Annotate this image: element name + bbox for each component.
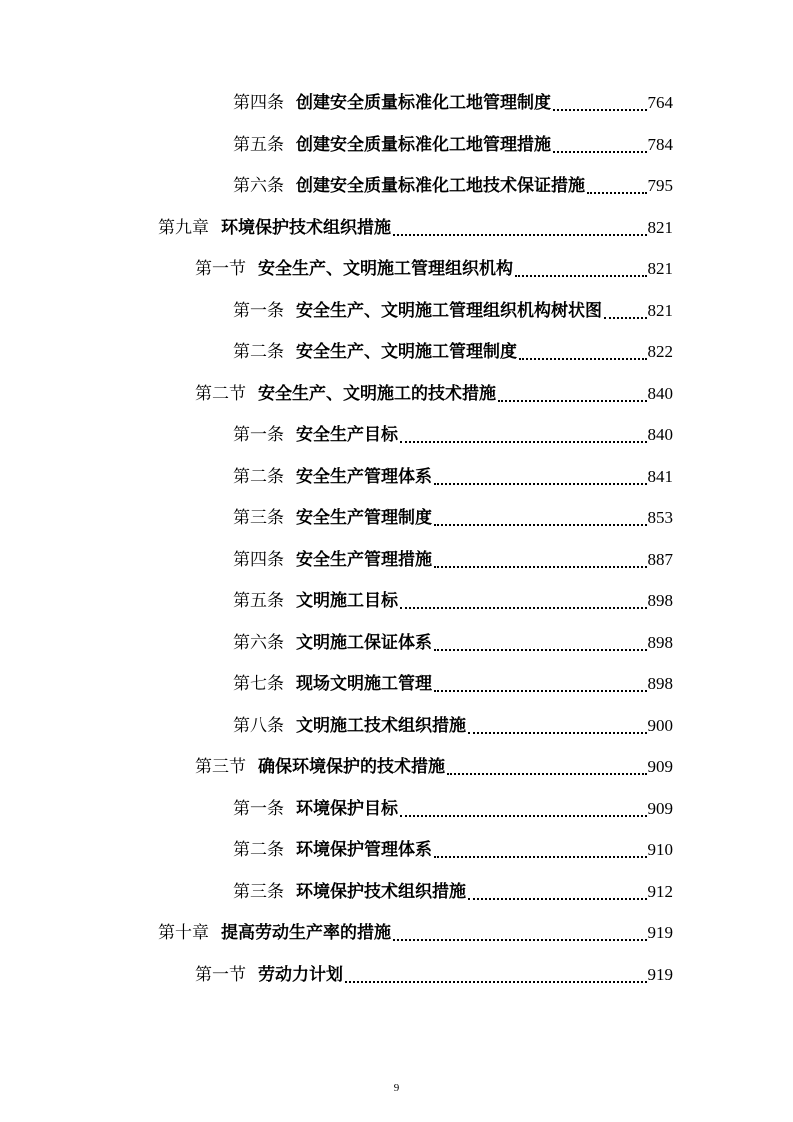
toc-entry[interactable] <box>233 586 673 616</box>
dot-leader <box>468 732 647 734</box>
toc-entry[interactable] <box>233 171 673 201</box>
toc-entry[interactable] <box>195 379 673 409</box>
toc-entry[interactable] <box>233 337 673 367</box>
toc-entry-page: 821 <box>647 259 673 278</box>
toc-entry[interactable] <box>233 130 673 160</box>
dot-leader <box>434 690 647 692</box>
toc-entry-label: 第十章 <box>158 923 209 943</box>
toc-entry-label: 第三节 <box>195 757 246 777</box>
toc-entry-label: 第三条 <box>233 881 284 902</box>
toc-entry-title: 确保环境保护的技术措施 <box>258 757 445 777</box>
toc-entry[interactable] <box>158 918 673 948</box>
toc-entry-label: 第五条 <box>233 591 284 611</box>
toc-entry[interactable] <box>158 213 673 243</box>
toc-entry-title: 环境保护技术组织措施 <box>221 217 391 238</box>
toc-entry-title: 环境保护目标 <box>296 798 398 819</box>
toc-entry-page: 841 <box>647 466 673 486</box>
toc-entry-page: 919 <box>647 923 673 942</box>
toc-entry-label: 第一条 <box>233 300 284 321</box>
toc-entry-page: 898 <box>647 591 673 610</box>
toc-entry-title: 现场文明施工管理 <box>296 674 432 694</box>
toc-entry-title: 安全生产、文明施工管理制度 <box>296 342 517 362</box>
toc-entry-label: 第二节 <box>195 383 246 404</box>
toc-entry[interactable] <box>195 254 673 284</box>
toc-entry-page: 909 <box>647 798 673 818</box>
dot-leader <box>434 566 647 568</box>
dot-leader <box>434 649 647 651</box>
toc-entry[interactable] <box>233 835 673 865</box>
toc-entry-label: 第四条 <box>233 93 284 113</box>
toc-entry-page: 821 <box>647 300 673 320</box>
dot-leader <box>400 815 647 817</box>
toc-entry-title: 文明施工技术组织措施 <box>296 715 466 736</box>
toc-entry-page: 900 <box>647 715 673 735</box>
toc-entry-page: 919 <box>647 964 673 984</box>
toc-entry-title: 环境保护管理体系 <box>296 840 432 860</box>
toc-entry-title: 创建安全质量标准化工地管理措施 <box>296 134 551 155</box>
toc-entry-label: 第九章 <box>158 217 209 238</box>
dot-leader <box>553 109 647 111</box>
toc-entry-label: 第二条 <box>233 466 284 487</box>
dot-leader <box>434 856 647 858</box>
toc-entry-title: 安全生产目标 <box>296 425 398 445</box>
toc-entry[interactable] <box>233 877 673 907</box>
toc-entry-label: 第六条 <box>233 632 284 653</box>
toc-entry-page: 764 <box>647 93 673 112</box>
toc-entry-title: 创建安全质量标准化工地技术保证措施 <box>296 176 585 196</box>
toc-entry-label: 第一节 <box>195 259 246 279</box>
toc-entry-label: 第一条 <box>233 798 284 819</box>
toc-entry-title: 安全生产、文明施工管理组织机构树状图 <box>296 300 602 321</box>
toc-entry-page: 912 <box>647 881 673 901</box>
toc-entry-title: 提高劳动生产率的措施 <box>221 923 391 943</box>
page-number: 9 <box>393 1082 400 1094</box>
toc-entry[interactable] <box>233 88 673 118</box>
toc-entry[interactable] <box>233 794 673 824</box>
toc-entry-page: 898 <box>647 632 673 652</box>
dot-leader <box>498 400 647 402</box>
toc-entry-title: 安全生产管理体系 <box>296 466 432 487</box>
dot-leader <box>587 192 647 194</box>
toc-entry-page: 853 <box>647 508 673 527</box>
toc-entry[interactable] <box>233 545 673 575</box>
dot-leader <box>434 483 647 485</box>
toc-entry-page: 822 <box>647 342 673 361</box>
toc-entry-label: 第二条 <box>233 840 284 860</box>
dot-leader <box>434 524 647 526</box>
toc-entry-page: 795 <box>647 176 673 195</box>
toc-entry-page: 910 <box>647 840 673 859</box>
toc-entry-title: 劳动力计划 <box>258 964 343 985</box>
toc-entry-title: 文明施工保证体系 <box>296 632 432 653</box>
toc-entry-page: 909 <box>647 757 673 776</box>
toc-entry[interactable] <box>233 711 673 741</box>
toc-entry-title: 安全生产管理制度 <box>296 508 432 528</box>
dot-leader <box>393 234 647 236</box>
dot-leader <box>345 981 647 983</box>
toc-entry[interactable] <box>195 960 673 990</box>
toc-entry-label: 第二条 <box>233 342 284 362</box>
toc-entry-page: 821 <box>647 217 673 237</box>
toc-entry-label: 第五条 <box>233 134 284 155</box>
toc-entry-label: 第八条 <box>233 715 284 736</box>
toc-entry-label: 第四条 <box>233 549 284 570</box>
toc-entry[interactable] <box>233 296 673 326</box>
dot-leader <box>400 607 647 609</box>
toc-entry[interactable] <box>233 462 673 492</box>
toc-entry-page: 784 <box>647 134 673 154</box>
toc-entry[interactable] <box>233 628 673 658</box>
toc-entry-page: 898 <box>647 674 673 693</box>
toc-entry-title: 安全生产、文明施工的技术措施 <box>258 383 496 404</box>
toc-entry-page: 840 <box>647 383 673 403</box>
toc-entry-label: 第三条 <box>233 508 284 528</box>
toc-entry-label: 第七条 <box>233 674 284 694</box>
dot-leader <box>447 773 647 775</box>
toc-entry[interactable] <box>233 420 673 450</box>
dot-leader <box>515 275 647 277</box>
dot-leader <box>468 898 647 900</box>
toc-entry[interactable] <box>233 669 673 699</box>
toc-entry[interactable] <box>195 752 673 782</box>
dot-leader <box>519 358 647 360</box>
toc-entry[interactable] <box>233 503 673 533</box>
dot-leader <box>604 317 647 319</box>
toc-entry-label: 第一条 <box>233 425 284 445</box>
toc-entry-page: 887 <box>647 549 673 569</box>
toc-entry-title: 环境保护技术组织措施 <box>296 881 466 902</box>
toc-entry-title: 创建安全质量标准化工地管理制度 <box>296 93 551 113</box>
dot-leader <box>400 441 647 443</box>
toc-entry-label: 第一节 <box>195 964 246 985</box>
toc-entry-title: 文明施工目标 <box>296 591 398 611</box>
dot-leader <box>553 151 647 153</box>
toc-entry-page: 840 <box>647 425 673 444</box>
toc-entry-title: 安全生产、文明施工管理组织机构 <box>258 259 513 279</box>
dot-leader <box>393 939 647 941</box>
toc-entry-label: 第六条 <box>233 176 284 196</box>
toc-entry-title: 安全生产管理措施 <box>296 549 432 570</box>
